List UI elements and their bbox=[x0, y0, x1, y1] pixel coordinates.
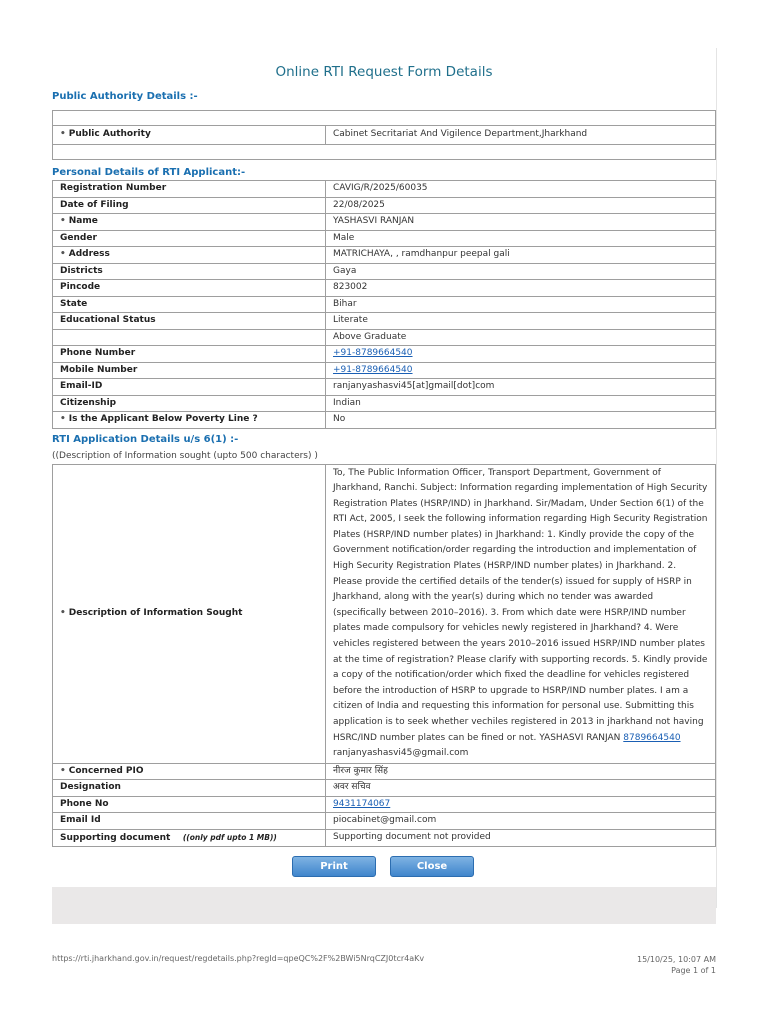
table-row: Gender Male bbox=[53, 230, 716, 247]
table-row bbox=[53, 111, 716, 126]
required-marker-icon: • bbox=[60, 414, 66, 424]
table-row: Districts Gaya bbox=[53, 263, 716, 280]
table-row: State Bihar bbox=[53, 296, 716, 313]
print-button[interactable]: Print bbox=[292, 856, 376, 877]
table-row: Supporting document ((only pdf upto 1 MB)) Supporting document not provided bbox=[53, 829, 716, 847]
applicant-name: YASHASVI RANJAN bbox=[326, 214, 716, 231]
print-datetime: 15/10/25, 10:07 AM bbox=[637, 955, 716, 964]
state: Bihar bbox=[326, 296, 716, 313]
email-id: ranjanyashasvi45[at]gmail[dot]com bbox=[326, 379, 716, 396]
pincode: 823002 bbox=[326, 280, 716, 297]
public-authority-heading: Public Authority Details :- bbox=[52, 91, 198, 102]
table-row: Registration Number CAVIG/R/2025/60035 bbox=[53, 181, 716, 198]
description-of-information: To, The Public Information Officer, Transport Department, Government of Jharkhand, Ranchi. Subject: Information regarding implementation of High Security Registration Plates (HSRP/IND) in Jharkhand. Sir/Madam, Under Section 6(1) of the RTI Act, 2005, I seek the following information regarding High Security Registration Plates (HSRP/IND number plates) in Jharkhand: 1. Kindly provide the copy of the Government notification/order regarding the introduction and implementation of High Security Registration Plates (HSRP/IND number plates) in Jharkhand. 2. Please provide the certified details of the tender(s) issued for supply of HSRP in Jharkhand, along with the year(s) during which no tender was awarded (specifically between 2010–2016). 3. From which date were HSRP/IND number plates made compulsory for vehicles newly registered in Jharkhand? 4. Were vehicles registered between the years 2010–2016 issued HSRP/IND number plates at the time of registration? Please clarify with supporting records. 5. Kindly provide a copy of the notification/order which fixed the deadline for vehicles registered before the introduction of HSRP to upgrade to HSRP/IND number plates. I am a citizen of India and requesting this information for personal use. Submitting this application is to seek whether vechiles registered in 2013 in jharkhand not having HSRC/IND number plates can be fined or not. YASHASVI RANJAN 8789664540 ranjanyashasvi45@gmail.com bbox=[326, 464, 716, 763]
required-marker-icon: • bbox=[60, 765, 66, 776]
pio-email: piocabinet@gmail.com bbox=[326, 813, 716, 830]
page-number: Page 1 of 1 bbox=[671, 966, 716, 975]
designation: अवर सचिव bbox=[326, 780, 716, 797]
page-title: Online RTI Request Form Details bbox=[275, 64, 493, 80]
description-note: ((Description of Information sought (upto 500 characters) ) bbox=[52, 450, 318, 461]
page-url: https://rti.jharkhand.gov.in/request/regdetails.php?regId=qpeQC%2F%2BWi5NrqCZJ0tcr4aKv bbox=[52, 954, 425, 963]
concerned-pio: नीरज कुमार सिंह bbox=[326, 763, 716, 780]
close-button[interactable]: Close bbox=[390, 856, 474, 877]
table-row: • Name YASHASVI RANJAN bbox=[53, 214, 716, 231]
public-authority-table bbox=[52, 110, 716, 160]
poverty-line-status: No bbox=[326, 412, 716, 429]
personal-details-table bbox=[52, 180, 716, 429]
table-row: Pincode 823002 bbox=[53, 280, 716, 297]
table-row: • Address MATRICHAYA, , ramdhanpur peepal gali bbox=[53, 247, 716, 264]
phone-number-link[interactable]: +91-8789664540 bbox=[333, 348, 413, 358]
table-row: Phone Number +91-8789664540 bbox=[53, 346, 716, 363]
table-row bbox=[53, 329, 716, 346]
personal-details-heading: Personal Details of RTI Applicant:- bbox=[52, 167, 246, 178]
educational-status: Literate bbox=[326, 313, 716, 330]
public-authority-label: Public Authority bbox=[68, 129, 151, 140]
registration-number: CAVIG/R/2025/60035 bbox=[326, 181, 716, 198]
table-row: • Concerned PIO नीरज कुमार सिंह bbox=[53, 763, 716, 780]
description-phone-link[interactable]: 8789664540 bbox=[623, 732, 681, 743]
citizenship: Indian bbox=[326, 395, 716, 412]
required-marker-icon: • bbox=[60, 607, 66, 618]
district: Gaya bbox=[326, 263, 716, 280]
table-row: Email Id piocabinet@gmail.com bbox=[53, 813, 716, 830]
application-details-heading: RTI Application Details u/s 6(1) :- bbox=[52, 433, 239, 445]
table-row bbox=[53, 145, 716, 160]
table-row bbox=[53, 464, 716, 763]
required-marker-icon: • bbox=[60, 129, 66, 140]
table-row bbox=[53, 126, 716, 145]
date-of-filing: 22/08/2025 bbox=[326, 197, 716, 214]
page-right-border bbox=[716, 48, 717, 908]
table-row: • Is the Applicant Below Poverty Line ? No bbox=[53, 412, 716, 429]
education-level: Above Graduate bbox=[326, 329, 716, 346]
required-marker-icon: • bbox=[60, 216, 66, 226]
public-authority-value: Cabinet Secritariat And Vigilence Department,Jharkhand bbox=[326, 126, 716, 145]
button-bar bbox=[52, 847, 716, 887]
document-hint: ((only pdf upto 1 MB)) bbox=[182, 832, 277, 842]
table-row: Date of Filing 22/08/2025 bbox=[53, 197, 716, 214]
address: MATRICHAYA, , ramdhanpur peepal gali bbox=[326, 247, 716, 264]
mobile-number-link[interactable]: +91-8789664540 bbox=[333, 364, 413, 375]
pio-phone-link[interactable]: 9431174067 bbox=[333, 798, 391, 809]
table-row: Email-ID ranjanyashasvi45[at]gmail[dot]com bbox=[53, 379, 716, 396]
table-row: Phone No 9431174067 bbox=[53, 796, 716, 813]
rti-form-details bbox=[52, 48, 716, 924]
required-marker-icon: • bbox=[60, 249, 66, 259]
gender: Male bbox=[326, 230, 716, 247]
table-row: Mobile Number +91-8789664540 bbox=[53, 362, 716, 379]
supporting-document: Supporting document not provided bbox=[326, 829, 716, 847]
footer-bar bbox=[52, 887, 716, 924]
application-details-table bbox=[52, 464, 716, 848]
table-row: Designation अवर सचिव bbox=[53, 780, 716, 797]
table-row: Educational Status Literate bbox=[53, 313, 716, 330]
table-row: Citizenship Indian bbox=[53, 395, 716, 412]
description-label: Description of Information Sought bbox=[68, 607, 243, 618]
